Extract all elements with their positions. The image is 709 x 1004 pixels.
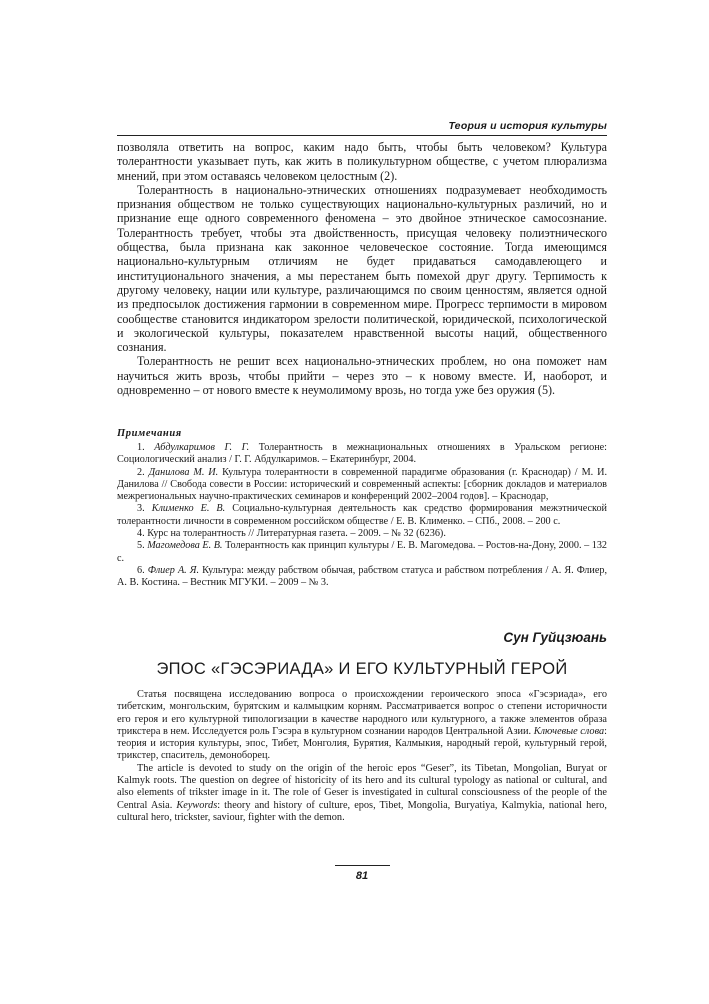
note-author: Магомедова Е. В. — [147, 540, 223, 552]
note-item: 6. Флиер А. Я. Культура: между рабством обычая, рабством статуса и рабством потребления / А. Я. Флиер, А. В. Костина. – Вестник МГУКИ. – 2009 – № 3. — [117, 564, 607, 589]
abstract-en: The article is devoted to study on the origin of the heroic epos “Geser”, its Tibetan, Mongolian, Buryat or Kalmyk roots. The question on degree of historicity of its hero and its cultural typology as national or cultural, and also elements of trikster image in it. The role of Geser is investigated in cultural consciousness of the people of the Central Asia. Keywords: theory and history of culture, epos, Tibet, Mongolia, Buryatiya, Kalmykia, national hero, cultural hero, trickster, saviour, fighter with the demon. — [117, 762, 608, 823]
note-author: Данилова М. И. — [148, 466, 219, 478]
note-author: Флиер А. Я. — [147, 564, 200, 576]
notes-list — [117, 442, 607, 590]
note-author: Клименко Е. В. — [151, 503, 226, 515]
page-number: 81 — [355, 870, 369, 882]
note-item: 2. Данилова М. И. Культура толерантности в современной парадигме образования (г. Краснодар) / М. И. Данилова // Свобода совести в России: исторический и современный аспекты: [сборник докладов и материалов межрегиональных научно-практических семинаров и конференций 2002–2004 годов]. – Краснодар, — [117, 466, 607, 503]
paragraph: Толерантность не решит всех национально-этнических проблем, но она поможет нам научиться жить врозь, чтобы прийти – через это – к новому вместе. И, наоборот, и одновременно – от нового вместе к неумолимому врозь, но тогда уже без оружия (5). — [117, 354, 607, 398]
abstract — [117, 689, 607, 824]
note-item: 1. Абдулкаримов Г. Г. Толерантность в межнациональных отношениях в Уральском регионе: Социологический анализ / Г. Г. Абдулкаримов. – Екатеринбург, 2004. — [117, 442, 607, 466]
header-rule — [117, 135, 607, 136]
main-text — [117, 140, 607, 397]
note-item: 5. Магомедова Е. В. Толерантность как принцип культуры / Е. В. Магомедова. – Ростов-на-Дону, 2000. – 132 с. — [117, 540, 608, 564]
keywords-label-ru: Ключевые слова — [533, 725, 605, 737]
notes-heading: Примечания — [117, 428, 182, 439]
keywords-label-en: Keywords — [176, 799, 218, 811]
article-title: ЭПОС «ГЭСЭРИАДА» И ЕГО КУЛЬТУРНЫЙ ГЕРОЙ — [156, 660, 568, 678]
paragraph: Толерантность в национально-этнических отношениях подразумевает необходимость признания обществом не только существующих национально-культурных различий, но и признание еще одного современного феномена – это двойное этническое самосознание. Толерантность требует, чтобы эта двойственность, присущая человеку полиэтнического общества, была признана как законное человеческое состояние. Тогда имеющимся национально-культурным отличиям не будет придаваться самодавлеющего и институционального значения, а мы перестанем быть помехой друг другу. Терпимость к другому человеку, нации или культуре, различающимся по своим ценностям, является одной из предпосылок достижения гармонии в современном мире. Прогресс терпимости в мировом сообществе становится индикатором зрелости политической, юридической, психологической и экологической культуры, показателем нравственной высоты наций, общественного сознания. — [117, 182, 607, 355]
note-item: 3. Клименко Е. В. Социально-культурная деятельность как средство формирования межэтнической толерантности личности в современном российском обществе / Е. В. Клименко. – СПб., 2008. – 200 с. — [117, 503, 608, 527]
note-item: 4. Курс на толерантность // Литературная газета. – 2009. – № 32 (6236). — [137, 528, 446, 540]
running-header: Теория и история культуры — [448, 120, 607, 132]
note-author: Абдулкаримов Г. Г. — [154, 442, 250, 453]
paragraph: позволяла ответить на вопрос, каким надо быть, чтобы быть человеком? Культура толерантности указывает путь, как жить в поликультурном обществе, с учетом плюрализма мнений, при этом оставаясь человеком целостным (2). — [117, 140, 607, 183]
article-author: Сун Гуйцзюань — [503, 630, 607, 645]
abstract-ru: Статья посвящена исследованию вопроса о происхождении героического эпоса «Гэсэриада», его тибетским, монгольским, бурятским и калмыцким корням. Рассматривается вопрос о степени историчности его героя и его культурной типологизации в качестве народного или культурного, а также элементов образа трикстера в нем. Исследуется роль Гэсэра в культурном сознании народов Центральной Азии. Ключевые слова: теория и история культуры, эпос, Тибет, Монголия, Бурятия, Калмыкия, народный герой, культурный герой, трикстер, спаситель, демоноборец. — [117, 689, 607, 762]
footer-rule — [335, 865, 390, 866]
